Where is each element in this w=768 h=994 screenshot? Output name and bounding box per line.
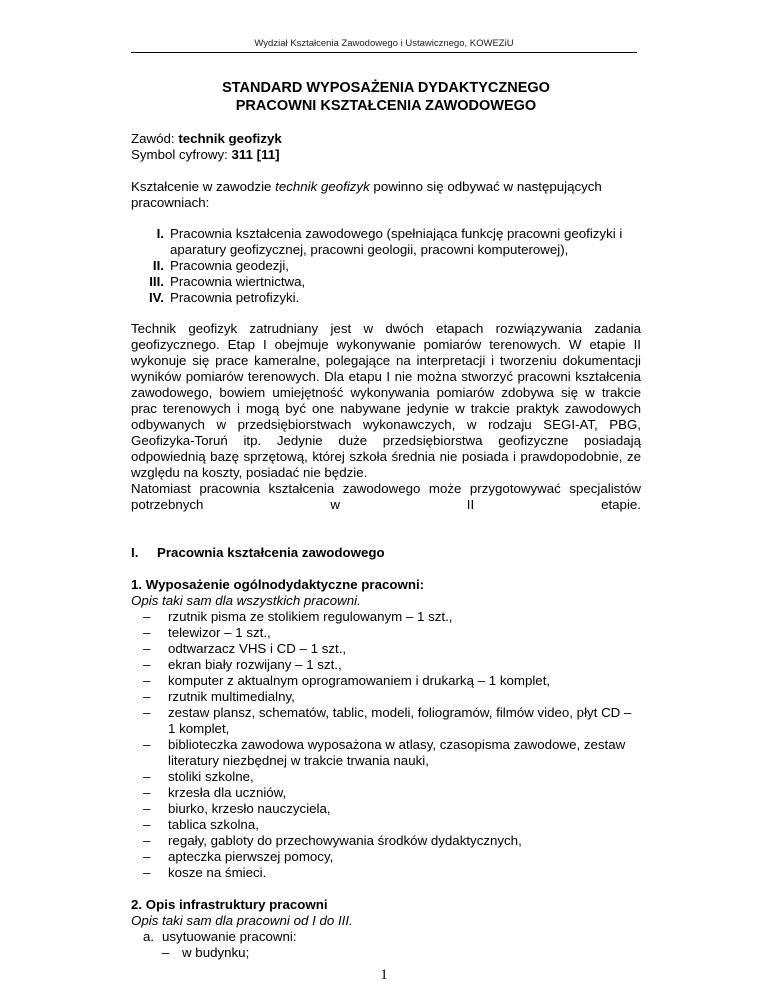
list-item-text: regały, gabloty do przechowywania środków dydaktycznych, [168, 833, 522, 848]
list-item [131, 625, 641, 641]
dash-bullet: – [143, 641, 151, 656]
workshop-item [131, 290, 641, 306]
workshop-item [131, 274, 641, 290]
document-body [131, 79, 641, 961]
section-title: Pracownia kształcenia zawodowego [157, 545, 385, 560]
description-paragraph-2: Natomiast pracownia kształcenia zawodowego może przygotowywać specjalistów potrzebnych w II etapie. [131, 481, 641, 512]
subsection-1-title: 1. Wyposażenie ogólnodydaktyczne pracowni: [131, 577, 425, 592]
workshop-item [131, 258, 641, 274]
symbol-line [131, 147, 641, 163]
intro-before: Kształcenie w zawodzie [131, 179, 276, 194]
workshop-text: Pracownia geodezji, [170, 258, 290, 273]
list-item [131, 705, 641, 737]
workshop-num: III. [149, 274, 164, 289]
workshop-list [131, 226, 641, 306]
header-rule [131, 52, 637, 53]
list-item-text: biurko, krzesło nauczyciela, [168, 801, 331, 816]
list-item-text: telewizor – 1 szt., [168, 625, 271, 640]
section-num: I. [131, 545, 139, 560]
alpha-label: a. [143, 929, 155, 944]
description-paragraph: Technik geofizyk zatrudniany jest w dwóch etapach rozwiązywania zadania geofizycznego. Etap I obejmuje wykonywanie pomiarów terenowych. W etapie II wykonuje się prace kameralne, polegające na interpretacji i tworzeniu dokumentacji wyników pomiarów terenowych. Dla etapu I nie można stworzyć pracowni kształcenia zawodowego, bowiem umiejętność wykonywania pomiarów zdobywa się w trakcie prac terenowych i mogą być one nabywane jedynie w trakcie praktyk zawodowych odbywanych w przedsiębiorstwach wykonawczych, w rodzaju SEGI-AT, PBG, Geofizyka-Toruń itp. Jedynie duże przedsiębiorstwa geofizyczne posiadają odpowiednią bazę sprzętową, której szkoła średnia nie posiada i prawdopodobnie, ze względu na koszty, posiadać nie będzie. [131, 321, 641, 480]
dash-bullet: – [143, 625, 151, 640]
list-item [131, 609, 641, 625]
alpha-item [131, 929, 641, 945]
list-item [131, 833, 641, 849]
dash-bullet: – [143, 689, 151, 704]
workshop-num: IV. [148, 290, 164, 305]
profession-value: technik geofizyk [178, 131, 282, 146]
intro-emphasis: technik geofizyk [275, 179, 370, 194]
profession-line [131, 131, 641, 147]
list-item [131, 689, 641, 705]
list-item-text: krzesła dla uczniów, [168, 785, 287, 800]
list-item [131, 865, 641, 881]
list-item-text: tablica szkolna, [168, 817, 259, 832]
dash-bullet: – [143, 657, 151, 672]
workshop-item [131, 226, 641, 258]
page-number: 1 [380, 967, 388, 983]
symbol-value: 311 [11] [231, 147, 280, 162]
dash-bullet: – [162, 945, 170, 960]
list-item [131, 817, 641, 833]
workshop-text: Pracownia kształcenia zawodowego (spełniająca funkcję pracowni geofizyki i aparatury geofizycznej, pracowni geologii, pracowni komputerowej), [170, 226, 623, 257]
subsection-2-title: 2. Opis infrastruktury pracowni [131, 897, 328, 912]
list-item-text: odtwarzacz VHS i CD – 1 szt., [168, 641, 347, 656]
page-header: Wydział Kształcenia Zawodowego i Ustawicznego, KOWEZiU [254, 38, 514, 49]
dash-bullet: – [143, 737, 151, 752]
alpha-subitem-text: w budynku; [182, 945, 250, 960]
subsection-1-note: Opis taki sam dla wszystkich pracowni. [131, 593, 361, 608]
dash-bullet: – [143, 801, 151, 816]
list-item-text: biblioteczka zawodowa wyposażona w atlasy, czasopisma zawodowe, zestaw literatury niezbędnej w trakcie trwania nauki, [168, 737, 626, 768]
alpha-text: usytuowanie pracowni: [162, 929, 297, 944]
document-title [131, 79, 641, 115]
list-item-text: rzutnik multimedialny, [168, 689, 295, 704]
list-item [131, 785, 641, 801]
workshop-num: II. [152, 258, 164, 273]
workshop-text: Pracownia petrofizyki. [170, 290, 300, 305]
dash-bullet: – [143, 609, 151, 624]
profession-meta [131, 131, 641, 163]
dash-bullet: – [143, 785, 151, 800]
profession-label: Zawód: [131, 131, 179, 146]
dash-bullet: – [143, 769, 151, 784]
title-line-2: PRACOWNI KSZTAŁCENIA ZAWODOWEGO [235, 98, 537, 114]
dash-bullet: – [143, 865, 151, 880]
workshop-num: I. [156, 226, 164, 241]
list-item-text: stoliki szkolne, [168, 769, 254, 784]
dash-bullet: – [143, 817, 151, 832]
list-item-text: rzutnik pisma ze stolikiem regulowanym – 1 szt., [168, 609, 453, 624]
symbol-label: Symbol cyfrowy: [131, 147, 232, 162]
list-item [131, 673, 641, 689]
dash-bullet: – [143, 673, 151, 688]
list-item-text: apteczka pierwszej pomocy, [168, 849, 334, 864]
dash-bullet: – [143, 705, 151, 720]
dash-bullet: – [143, 833, 151, 848]
dash-bullet: – [143, 849, 151, 864]
subsection-2-note: Opis taki sam dla pracowni od I do III. [131, 913, 353, 928]
section-heading [131, 545, 641, 561]
list-item-text: zestaw plansz, schematów, tablic, modeli, foliogramów, filmów video, płyt CD – 1 komplet, [168, 705, 632, 736]
workshop-text: Pracownia wiertnictwa, [170, 274, 306, 289]
title-line-1: STANDARD WYPOSAŻENIA DYDAKTYCZNEGO [222, 80, 550, 96]
equipment-list [131, 609, 641, 881]
list-item-text: komputer z aktualnym oprogramowaniem i drukarką – 1 komplet, [168, 673, 551, 688]
list-item [131, 641, 641, 657]
alpha-subitem [131, 945, 641, 961]
intro-after: powinno się odbywać w następujących pracowniach: [131, 179, 602, 210]
list-item-text: ekran biały rozwijany – 1 szt., [168, 657, 342, 672]
list-item [131, 657, 641, 673]
list-item [131, 849, 641, 865]
list-item [131, 737, 641, 769]
list-item [131, 801, 641, 817]
list-item-text: kosze na śmieci. [168, 865, 267, 880]
intro-text [131, 179, 641, 211]
list-item [131, 769, 641, 785]
